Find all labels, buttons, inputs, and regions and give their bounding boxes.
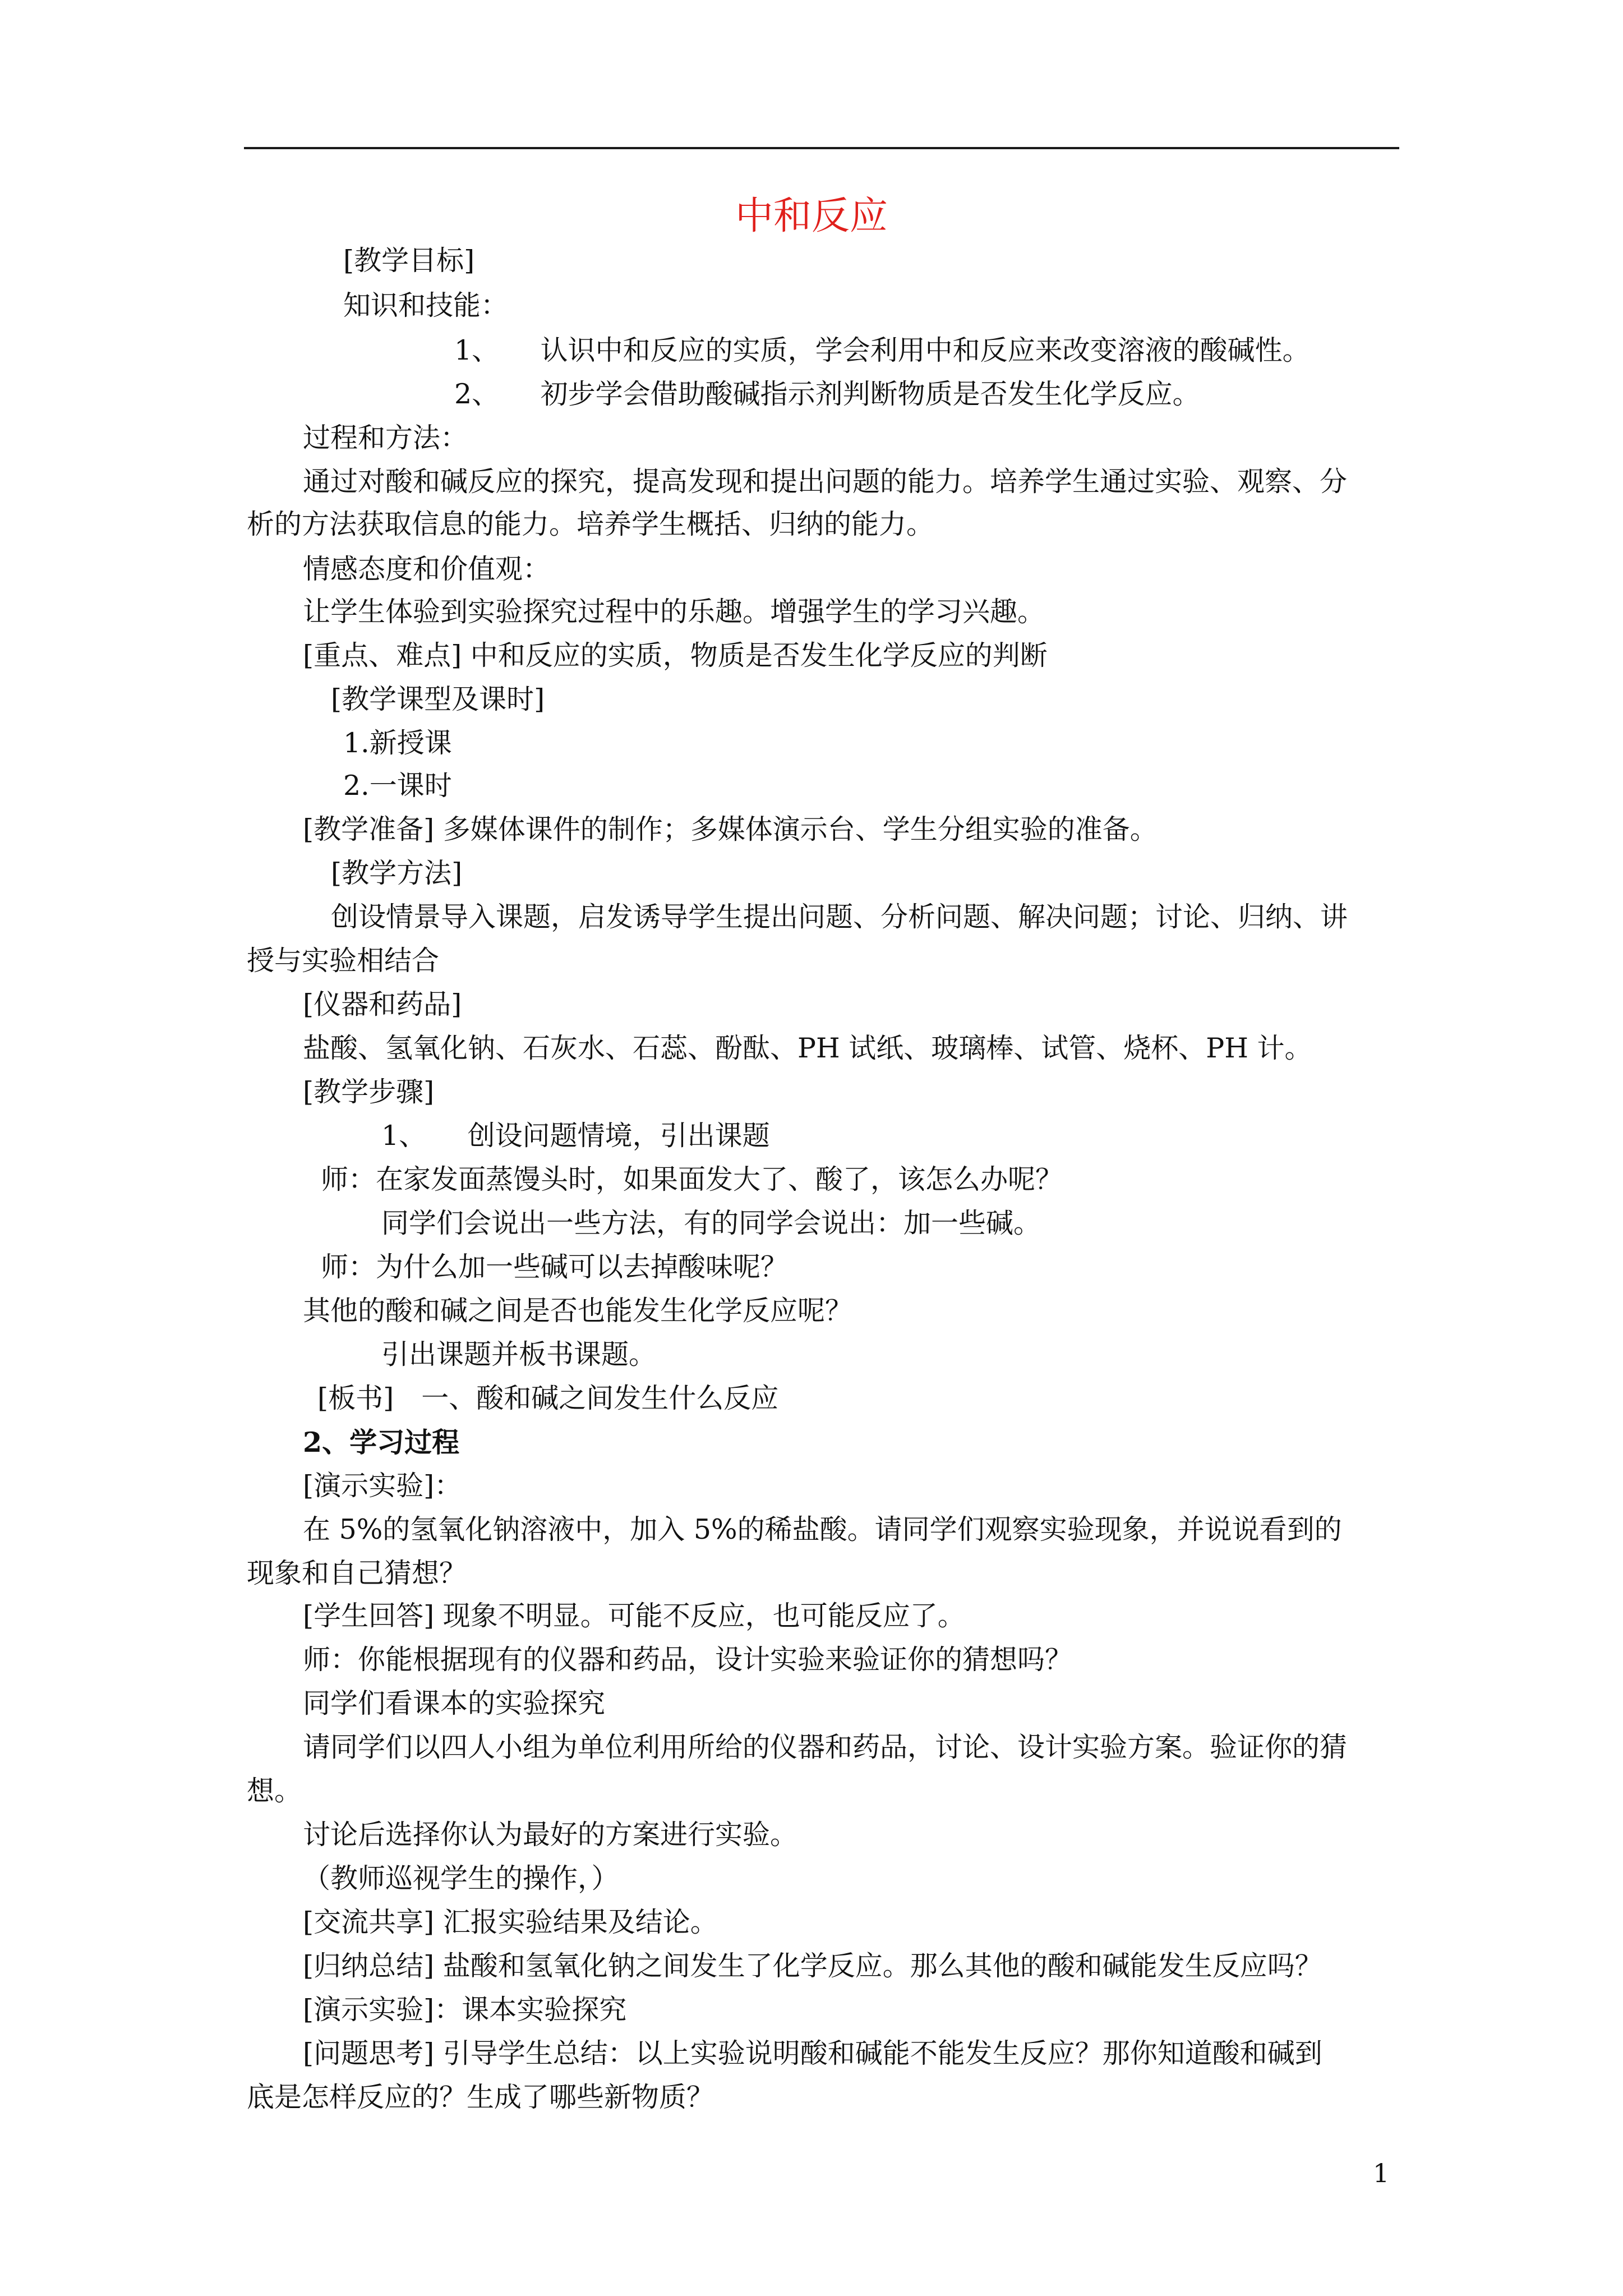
body-line: 过程和方法： (303, 422, 468, 454)
body-line: 情感态度和价值观： (303, 553, 551, 585)
body-line: 析的方法获取信息的能力。培养学生概括、归纳的能力。 (247, 508, 934, 540)
body-line: 请同学们以四人小组为单位利用所给的仪器和药品，讨论、设计实验方案。验证你的猜 (303, 1731, 1348, 1763)
body-line: [交流共享] 汇报实验结果及结论。 (303, 1906, 718, 1938)
body-line: 2、学习过程 (303, 1426, 460, 1458)
body-line: 同学们会说出一些方法，有的同学会说出：加一些碱。 (381, 1207, 1041, 1239)
body-line: [教学目标] (343, 245, 475, 277)
body-line: 讨论后选择你认为最好的方案进行实验。 (303, 1819, 798, 1851)
body-line: [演示实验]： (303, 1470, 462, 1502)
document-title: 中和反应 (735, 194, 888, 238)
body-line: [教学准备] 多媒体课件的制作；多媒体演示台、学生分组实验的准备。 (303, 813, 1158, 845)
body-line: 底是怎样反应的？生成了哪些新物质？ (247, 2081, 714, 2113)
body-line: [教学步骤] (303, 1076, 435, 1108)
body-line: [重点、难点] 中和反应的实质，物质是否发生化学反应的判断 (303, 639, 1048, 671)
body-line: 1、 创设问题情境，引出课题 (381, 1120, 770, 1152)
body-line: [板书] 一、酸和碱之间发生什么反应 (317, 1382, 779, 1414)
body-line: 师：你能根据现有的仪器和药品，设计实验来验证你的猜想吗？ (303, 1644, 1073, 1676)
body-line: [问题思考] 引导学生总结：以上实验说明酸和碱能不能发生反应？那你知道酸和碱到 (303, 2037, 1322, 2069)
body-line: 想。 (247, 1775, 302, 1807)
body-line: [演示实验]：课本实验探究 (303, 1994, 627, 2026)
body-line: 授与实验相结合 (247, 945, 440, 977)
body-line: 通过对酸和碱反应的探究，提高发现和提出问题的能力。培养学生通过实验、观察、分 (303, 466, 1348, 498)
body-line: 知识和技能： (343, 289, 509, 321)
body-line: 盐酸、氢氧化钠、石灰水、石蕊、酚酞、PH 试纸、玻璃棒、试管、烧杯、PH 计。 (303, 1032, 1312, 1064)
body-line: 同学们看课本的实验探究 (303, 1687, 606, 1719)
body-line: 让学生体验到实验探究过程中的乐趣。增强学生的学习兴趣。 (303, 596, 1045, 628)
page-number: 1 (1373, 2158, 1390, 2188)
body-line: [归纳总结] 盐酸和氢氧化钠之间发生了化学反应。那么其他的酸和碱能发生反应吗？ (303, 1950, 1322, 1982)
body-line: 1、 认识中和反应的实质，学会利用中和反应来改变溶液的酸碱性。 (454, 334, 1310, 366)
body-line: 其他的酸和碱之间是否也能发生化学反应呢？ (303, 1295, 853, 1327)
header-rule (244, 147, 1399, 149)
body-line: 师：在家发面蒸馒头时，如果面发大了、酸了，该怎么办呢？ (321, 1163, 1063, 1195)
body-line: 在 5%的氢氧化钠溶液中，加入 5%的稀盐酸。请同学们观察实验现象，并说说看到的 (303, 1513, 1342, 1545)
body-line: 2.一课时 (343, 770, 452, 802)
body-line: [教学方法] (331, 857, 463, 889)
body-line: 现象和自己猜想？ (247, 1557, 467, 1589)
body-line: 创设情景导入课题，启发诱导学生提出问题、分析问题、解决问题；讨论、归纳、讲 (331, 901, 1348, 933)
body-line: 1.新授课 (343, 727, 452, 759)
body-line: 2、 初步学会借助酸碱指示剂判断物质是否发生化学反应。 (454, 378, 1200, 410)
body-line: [学生回答] 现象不明显。可能不反应，也可能反应了。 (303, 1600, 965, 1632)
body-line: [仪器和药品] (303, 988, 462, 1020)
body-line: [教学课型及课时] (331, 683, 545, 715)
body-line: 师：为什么加一些碱可以去掉酸味呢？ (321, 1251, 789, 1283)
body-line: （教师巡视学生的操作，） (303, 1862, 619, 1894)
body-line: 引出课题并板书课题。 (381, 1338, 657, 1370)
